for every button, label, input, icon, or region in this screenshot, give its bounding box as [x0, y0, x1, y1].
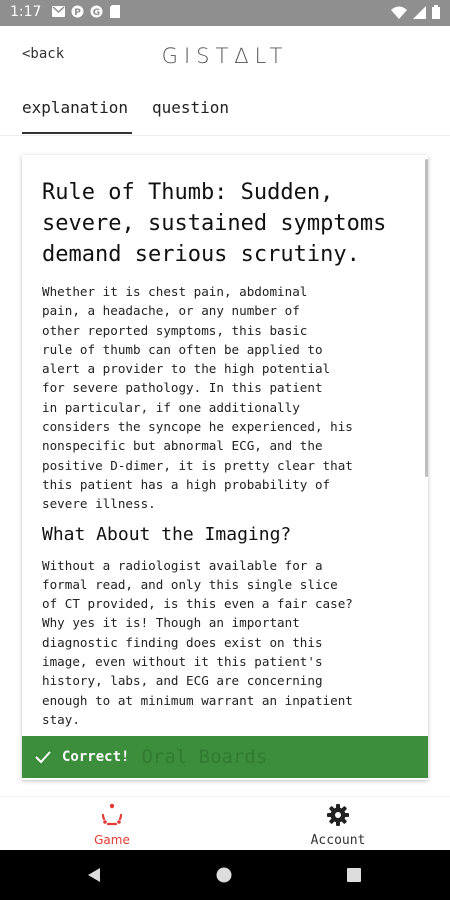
- data-icon: [71, 5, 84, 18]
- snackbar-message: Correct!: [62, 749, 130, 765]
- explanation-card-container: [22, 155, 428, 780]
- explanation-heading: Rule of Thumb: Sudden, severe, sustained symptoms demand serious scrutiny.: [42, 180, 387, 267]
- card-content: [42, 177, 408, 729]
- game-icon: [100, 803, 124, 827]
- sd-card-icon: [109, 5, 122, 18]
- home-circle-icon[interactable]: [216, 867, 232, 883]
- tab-question[interactable]: question: [152, 98, 230, 117]
- card-scrollbar[interactable]: [425, 159, 428, 477]
- svg-text:P: P: [74, 8, 81, 18]
- battery-icon: [432, 5, 440, 19]
- app-logo: GIST∆LT: [161, 44, 289, 68]
- snackbar-ghost-text: Oral Boards: [141, 746, 268, 768]
- signal-icon: [413, 6, 426, 19]
- wifi-icon: [391, 6, 407, 19]
- explanation-card[interactable]: [22, 155, 428, 780]
- explanation-paragraph-2: Without a radiologist available for a formal read, and only this single slice of CT provided, is this even a fair case? Why yes it is! Though an important diagnostic finding does exist on this image, even without it this patient's history, labs, and ECG are concerning enough to at minimum warrant an inpatient stay.: [42, 557, 353, 727]
- gistalt-icon: [90, 5, 103, 18]
- recents-square-icon[interactable]: [346, 867, 362, 883]
- check-icon: [34, 748, 52, 766]
- nav-item-account[interactable]: [268, 803, 408, 848]
- status-bar: [0, 0, 450, 26]
- status-time: 1:17: [10, 4, 42, 20]
- correct-snackbar: [22, 736, 428, 778]
- imaging-subheading: What About the Imaging?: [42, 523, 292, 545]
- notification-icons: [52, 5, 122, 18]
- back-button[interactable]: <back: [22, 46, 65, 62]
- app-header: [0, 26, 450, 88]
- active-tab-indicator: [22, 132, 132, 134]
- tab-bar: [0, 88, 450, 136]
- tab-explanation[interactable]: explanation: [22, 98, 128, 117]
- nav-label-game: Game: [94, 833, 130, 847]
- svg-text:G: G: [92, 8, 101, 18]
- system-icons: [391, 5, 440, 19]
- gear-icon: [326, 803, 350, 827]
- gmail-icon: [52, 5, 65, 18]
- nav-item-game[interactable]: [42, 803, 182, 847]
- nav-label-account: Account: [310, 833, 366, 848]
- android-navigation-bar: [0, 850, 450, 900]
- back-triangle-icon[interactable]: [86, 867, 102, 883]
- bottom-navigation: [0, 796, 450, 850]
- explanation-paragraph-1: Whether it is chest pain, abdominal pain, a headache, or any number of other reported symptoms, this basic rule of thumb can often be applied to alert a provider to the high potential for severe pathology. In this patient in particular, if one additionally considers the syncope he experienced, his nonspecific but abnormal ECG, and the positive D-dimer, it is pretty clear that this patient has a high probability of severe illness.: [42, 284, 353, 512]
